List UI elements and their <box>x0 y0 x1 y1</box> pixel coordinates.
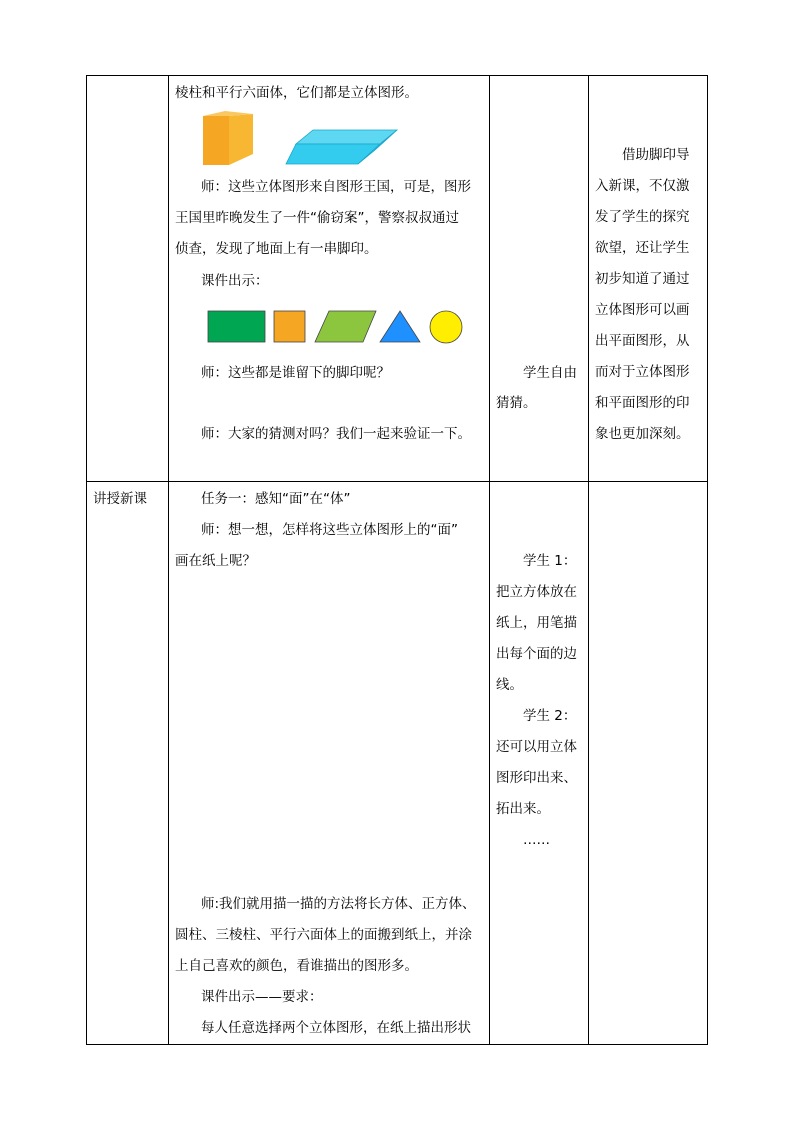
student-guess-line-2: 猜猜。 <box>496 395 537 411</box>
intent-line: 入新课，不仅激 <box>595 178 690 194</box>
table-left-border <box>86 75 87 1045</box>
intent-line: 借助脚印导 <box>622 147 690 163</box>
solid-shapes-illustration <box>195 108 405 170</box>
intent-line: 立体图形可以画 <box>595 302 690 318</box>
teacher-instruction-line-2: 圆柱、三棱柱、平行六面体上的面搬到纸上，并涂 <box>175 927 472 943</box>
prism-front-face <box>203 116 229 165</box>
green-rectangle <box>208 311 265 342</box>
intro-line: 棱柱和平行六面体，它们都是立体图形。 <box>175 85 418 101</box>
table-bottom-border <box>86 1044 708 1045</box>
intent-line: 和平面图形的印 <box>595 395 690 411</box>
courseware-label: 课件出示： <box>201 273 269 289</box>
row-divider <box>86 481 708 482</box>
student-2-line: 图形印出来、 <box>496 770 577 786</box>
table-top-border <box>86 75 708 76</box>
intent-line: 欲望，还让学生 <box>595 240 690 256</box>
story-line-3: 侦查，发现了地面上有一串脚印。 <box>175 241 378 257</box>
parallelepiped-top <box>296 130 397 144</box>
blue-triangle <box>380 311 420 342</box>
teacher-instruction-line-3: 上自己喜欢的颜色，看谁描出的图形多。 <box>175 958 418 974</box>
intent-line: 发了学生的探究 <box>595 209 690 225</box>
student-1-line: 把立方体放在 <box>496 584 577 600</box>
student-1-line: 纸上，用笔描 <box>496 615 577 631</box>
prism-side-face <box>229 114 253 165</box>
footprint-shapes-illustration <box>205 308 467 346</box>
question-footprints: 师：这些都是谁留下的脚印呢？ <box>201 365 390 381</box>
orange-square <box>274 311 305 342</box>
intent-line: 初步知道了通过 <box>595 271 690 287</box>
question-verify: 师：大家的猜测对吗？我们一起来验证一下。 <box>201 426 471 442</box>
teacher-instruction-line-1: 师:我们就用描一描的方法将长方体、正方体、 <box>201 896 476 912</box>
task-heading: 任务一：感知“面”在“体” <box>201 491 351 507</box>
student-1-label: 学生 1： <box>523 553 577 569</box>
col-divider-2 <box>489 75 490 1045</box>
teacher-question-line-2: 画在纸上呢？ <box>175 553 256 569</box>
lime-parallelogram <box>315 311 376 342</box>
story-line-2: 王国里昨晚发生了一件“偷窃案”，警察叔叔通过 <box>175 210 459 226</box>
student-2-line: 还可以用立体 <box>496 739 577 755</box>
intent-line: 出平面图形，从 <box>595 333 690 349</box>
teacher-question-line-1: 师：想一想，怎样将这些立体图形上的“面” <box>201 522 458 538</box>
table-right-border <box>707 75 708 1045</box>
col-divider-3 <box>588 75 589 1045</box>
yellow-circle <box>430 311 462 343</box>
intent-line: 而对于立体图形 <box>595 364 690 380</box>
col-divider-1 <box>168 75 169 1045</box>
student-1-line: 线。 <box>496 677 523 693</box>
story-line-1: 师：这些立体图形来自图形王国，可是，图形 <box>201 179 471 195</box>
student-2-label: 学生 2： <box>523 708 577 724</box>
requirement-label: 课件出示——要求： <box>201 989 323 1005</box>
student-1-line: 出每个面的边 <box>496 646 577 662</box>
student-2-line: 拓出来。 <box>496 801 550 817</box>
student-guess-line-1: 学生自由 <box>523 365 577 381</box>
ellipsis: …… <box>523 832 550 848</box>
intent-line: 象也更加深刻。 <box>595 426 690 442</box>
requirement-text: 每人任意选择两个立体图形，在纸上描出形状 <box>201 1020 471 1036</box>
parallelepiped-front <box>286 144 380 164</box>
section-label: 讲授新课 <box>93 491 147 507</box>
